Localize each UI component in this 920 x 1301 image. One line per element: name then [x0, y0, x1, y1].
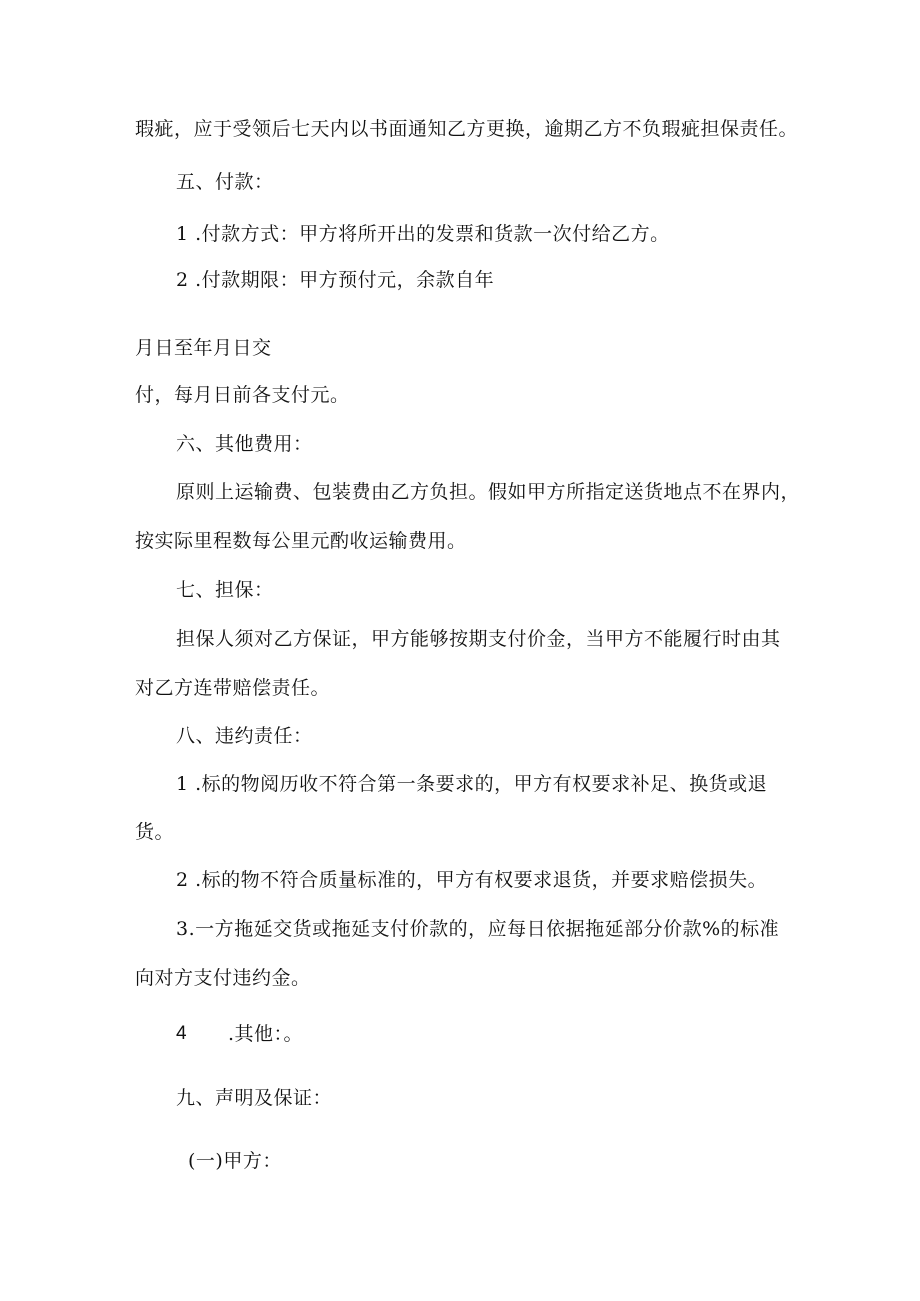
list-item: .其他：。 [228, 1023, 304, 1045]
section-heading-breach: 八、违约责任： [176, 725, 313, 747]
paragraph-line: 瑕疵，应于受领后七天内以书面通知乙方更换，逾期乙方不负瑕疵担保责任。 [135, 118, 799, 140]
paragraph-line: 付，每月日前各支付元。 [135, 384, 350, 406]
paragraph-line: 月日至年月日交 [135, 337, 272, 359]
list-item: 1 .标的物阅历收不符合第一条要求的，甲方有权要求补足、换货或退 [176, 773, 768, 795]
subsection-heading-party-a: (一)甲方： [188, 1150, 282, 1172]
list-item-number: 4 [176, 1023, 188, 1044]
section-heading-declaration: 九、声明及保证： [176, 1087, 333, 1109]
paragraph-line: 担保人须对乙方保证，甲方能够按期支付价金，当甲方不能履行时由其 [176, 628, 781, 650]
list-item: 2 .标的物不符合质量标准的，甲方有权要求退货，并要求赔偿损失。 [176, 869, 768, 891]
paragraph-line: 向对方支付违约金。 [135, 967, 311, 989]
section-heading-other-fees: 六、其他费用： [176, 433, 313, 455]
list-item: 3.一方拖延交货或拖延支付价款的，应每日依据拖延部分价款%的标准 [176, 918, 780, 940]
paragraph-line: 原则上运输费、包装费由乙方负担。假如甲方所指定送货地点不在界内， [176, 481, 801, 503]
section-heading-payment: 五、付款： [176, 171, 274, 193]
paragraph-line: 货。 [135, 821, 175, 843]
paragraph-line: 按实际里程数每公里元酌收运输费用。 [135, 530, 467, 552]
list-item: 2 .付款期限：甲方预付元，余款自年 [176, 269, 495, 291]
section-heading-guarantee: 七、担保： [176, 579, 274, 601]
paragraph-line: 对乙方连带赔偿责任。 [135, 677, 331, 699]
list-item: 1 .付款方式：甲方将所开出的发票和货款一次付给乙方。 [176, 223, 670, 245]
